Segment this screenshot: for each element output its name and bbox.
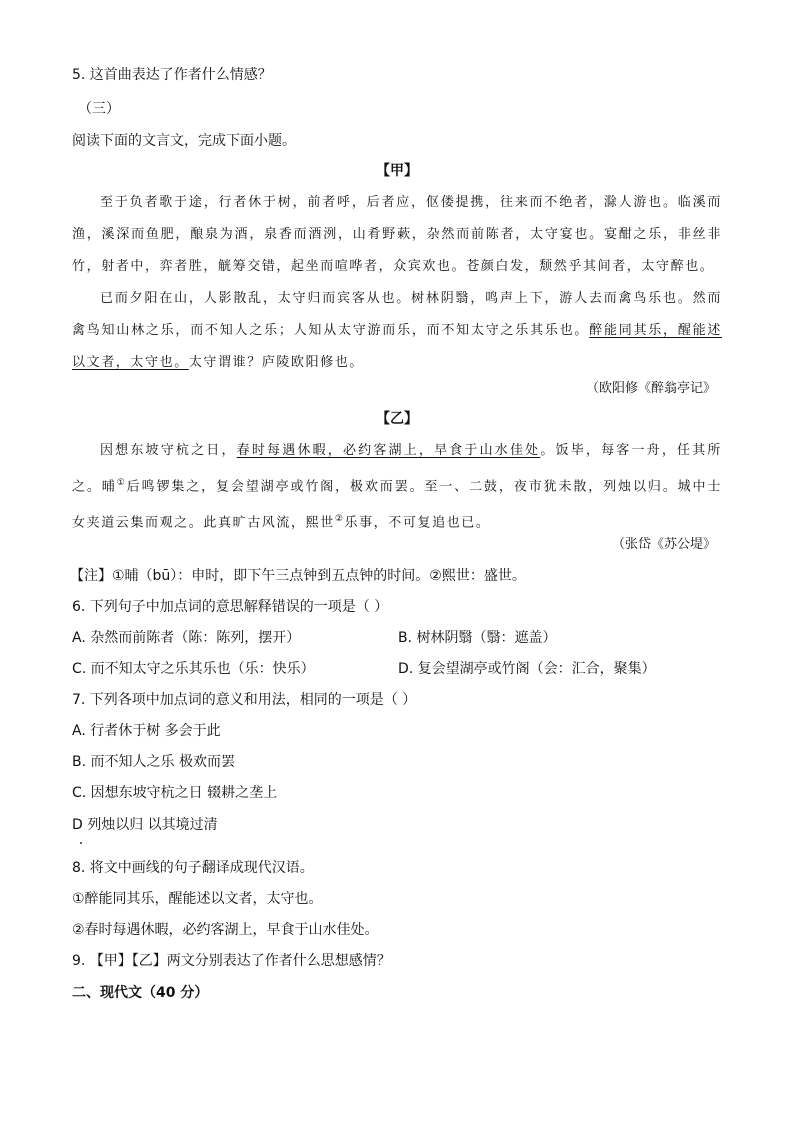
yi-underlined-sentence: 春时每遇休暇，必约客湖上，早食于山水佳处 bbox=[236, 443, 541, 458]
annotation-note: 【注】①晡（bū）：申时，即下午三点钟到五点钟的时间。②熙世：盛世。 bbox=[70, 568, 526, 584]
section-3-label: （三） bbox=[78, 101, 120, 117]
jia-p2-text: 已而夕阳在山，人影散乱，太守归而宾客从也。树林阴翳，鸣声上下，游人去而禽鸟乐也。然而禽鸟知山林之乐，而不知人之乐；人知从太守游而乐，而不知太守之乐其乐也。 bbox=[72, 291, 722, 338]
q6-option-d: D. 复会望湖亭或竹阁（会：汇合，聚集） bbox=[398, 661, 656, 677]
stray-dot-mark bbox=[80, 842, 82, 844]
question-9: 9. 【甲】【乙】两文分别表达了作者什么思想感情？ bbox=[72, 953, 391, 969]
jia-p2-tail: 太守谓谁？庐陵欧阳修也。 bbox=[188, 355, 365, 370]
jia-source: （欧阳修《醉翁亭记》 bbox=[585, 381, 716, 396]
q6-option-a: A. 杂然而前陈者（陈：陈列，摆开） bbox=[72, 630, 301, 646]
q7-option-a: A. 行者休于树 多会于此 bbox=[72, 723, 221, 739]
jia-heading: 【甲】 bbox=[376, 163, 418, 179]
q7-option-c: C. 因想东坡守杭之日 辍耕之垄上 bbox=[72, 785, 278, 801]
jia-underlined-sentence: 醉能同其乐，醒能述以文者，太守也。 bbox=[72, 323, 722, 370]
question-5: 5. 这首曲表达了作者什么情感？ bbox=[72, 67, 272, 83]
footnote-1-marker: ① bbox=[116, 478, 127, 488]
footnote-2-marker: ② bbox=[334, 514, 345, 525]
jia-p1-text: 至于负者歌于途，行者休于树，前者呼，后者应，伛偻提携，往来而不绝者，滁人游也。临溪而渔，溪深而鱼肥，酿泉为酒，泉香而酒洌，山肴野蔌，杂然而前陈者，太守宴也。宴酣之乐，非丝非竹，射者中，弈者胜，觥筹交错，起坐而喧哗者，众宾欢也。苍颜白发，颓然乎其间者，太守醉也。 bbox=[72, 195, 722, 274]
q8-sentence-2: ②春时每遇休暇，必约客湖上，早食于山水佳处。 bbox=[72, 922, 379, 938]
question-6-stem: 6. 下列句子中加点词的意思解释错误的一项是（ ） bbox=[72, 599, 389, 615]
question-7-stem: 7. 下列各项中加点词的意义和用法，相同的一项是（ ） bbox=[72, 692, 417, 708]
yi-heading: 【乙】 bbox=[376, 411, 418, 427]
yi-text-a: 因想东坡守杭之日， bbox=[100, 443, 237, 458]
yi-text-d: 乐事，不可复追也已。 bbox=[344, 515, 491, 531]
yi-text-c: 后鸣锣集之，复会望湖亭或竹阁，极欢而罢。至一、二鼓，夜市犹未散，列烛以归。城中士女夹道云集而观之。此真旷古风流，熙世 bbox=[72, 479, 722, 531]
question-8-stem: 8. 将文中画线的句子翻译成现代汉语。 bbox=[72, 860, 314, 876]
q6-option-b: B. 树林阴翳（翳：遮盖） bbox=[398, 630, 557, 646]
yi-paragraph bbox=[72, 435, 722, 540]
jia-paragraph-2 bbox=[72, 283, 722, 379]
yi-source: （张岱《苏公堤》 bbox=[611, 537, 716, 552]
q8-sentence-1: ①醉能同其乐，醒能述以文者，太守也。 bbox=[72, 891, 323, 907]
q7-option-b: B. 而不知人之乐 极欢而罢 bbox=[72, 754, 235, 770]
section-2-heading: 二、现代文（40 分） bbox=[72, 985, 209, 1001]
q6-option-c: C. 而不知太守之乐其乐也（乐：快乐） bbox=[72, 661, 315, 677]
yi-text-b: 。饭毕，每客一舟，任其所之。晡 bbox=[72, 443, 722, 495]
reading-instruction: 阅读下面的文言文，完成下面小题。 bbox=[72, 133, 296, 149]
q7-option-d: D 列烛以归 以其境过清 bbox=[72, 817, 218, 833]
jia-paragraph-1 bbox=[72, 187, 722, 283]
